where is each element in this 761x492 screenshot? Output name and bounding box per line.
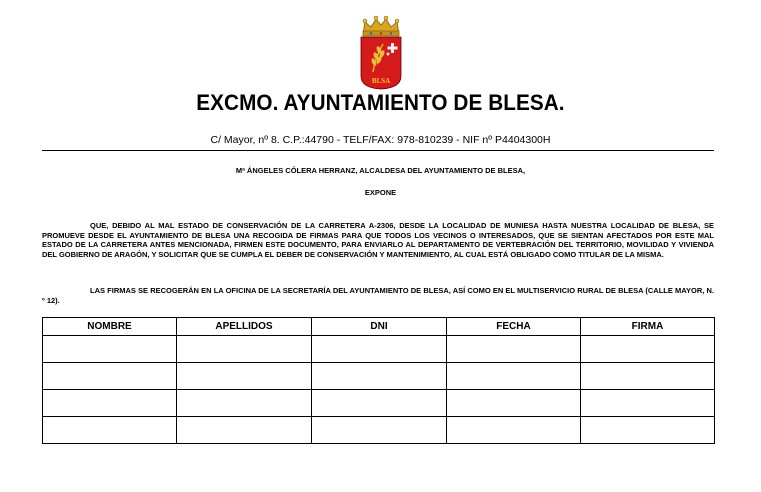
table-cell[interactable] xyxy=(312,390,447,417)
address-line: C/ Mayor, nº 8. C.P.:44790 - TELF/FAX: 978-810239 - NIF nº P4404300H xyxy=(210,134,551,146)
paragraph-location: LAS FIRMAS SE RECOGERÁN EN LA OFICINA DE LA SECRETARÍA DEL AYUNTAMIENTO DE BLESA, ASÍ COMO EN EL MULTISERVICIO RURAL DE BLESA (CALLE MAYOR, N. º 12). xyxy=(42,286,714,305)
table-cell[interactable] xyxy=(43,390,177,417)
column-header-dni: DNI xyxy=(312,318,447,336)
expone-heading: EXPONE xyxy=(364,188,397,197)
table-cell[interactable] xyxy=(177,417,312,444)
table-cell[interactable] xyxy=(447,336,581,363)
coat-of-arms-icon xyxy=(357,14,405,90)
mayor-line: Mª ÁNGELES CÓLERA HERRANZ, ALCALDESA DEL AYUNTAMIENTO DE BLESA, xyxy=(235,166,526,175)
table-cell[interactable] xyxy=(447,417,581,444)
table-cell[interactable] xyxy=(581,363,715,390)
table-cell[interactable] xyxy=(43,336,177,363)
column-header-fecha: FECHA xyxy=(447,318,581,336)
table-cell[interactable] xyxy=(312,336,447,363)
table-cell[interactable] xyxy=(581,336,715,363)
table-cell[interactable] xyxy=(447,363,581,390)
table-cell[interactable] xyxy=(43,363,177,390)
table-cell[interactable] xyxy=(312,417,447,444)
column-header-nombre: NOMBRE xyxy=(43,318,177,336)
column-header-firma: FIRMA xyxy=(581,318,715,336)
table-row xyxy=(43,336,715,363)
table-cell[interactable] xyxy=(312,363,447,390)
page-title: EXCMO. AYUNTAMIENTO DE BLESA. xyxy=(196,90,565,115)
paragraph-petition: QUE, DEBIDO AL MAL ESTADO DE CONSERVACIÓN DE LA CARRETERA A-2306, DESDE LA LOCALIDAD DE MUNIESA HASTA NUESTRA LOCALIDAD DE BLESA, SE PROMUEVE DESDE EL AYUNTAMIENTO DE BLESA UNA RECOGIDA DE FIRMAS PARA QUE TODOS LOS VECINOS O INTERESADOS, QUE SE SIENTAN AFECTADOS POR ESTE MAL ESTADO DE LA CARRETERA ANTES MENCIONADA, FIRMEN ESTE DOCUMENTO, PARA ENVIARLO AL DEPARTAMENTO DE VERTEBRACIÓN DEL TERRITORIO, MOVILIDAD Y VIVIENDA DEL GOBIERNO DE ARAGÓN, Y SOLICITAR QUE SE CUMPLA EL DEBER DE CONSERVACIÓN Y MANTENIMIENTO, AL CUAL ESTÁ OBLIGADO COMO TITULAR DE LA MISMA. xyxy=(42,221,714,259)
table-cell[interactable] xyxy=(581,390,715,417)
shield-icon xyxy=(361,37,401,89)
crown-icon xyxy=(363,16,399,36)
header-divider xyxy=(42,150,714,151)
coat-letters: BLSA xyxy=(371,77,391,85)
table-cell[interactable] xyxy=(581,417,715,444)
table-row xyxy=(43,363,715,390)
table-row xyxy=(43,417,715,444)
table-row xyxy=(43,390,715,417)
table-cell[interactable] xyxy=(177,336,312,363)
table-cell[interactable] xyxy=(177,363,312,390)
table-cell[interactable] xyxy=(43,417,177,444)
table-header-row xyxy=(43,318,715,336)
table-cell[interactable] xyxy=(177,390,312,417)
column-header-apellidos: APELLIDOS xyxy=(177,318,312,336)
table-cell[interactable] xyxy=(447,390,581,417)
signature-table xyxy=(42,317,715,444)
